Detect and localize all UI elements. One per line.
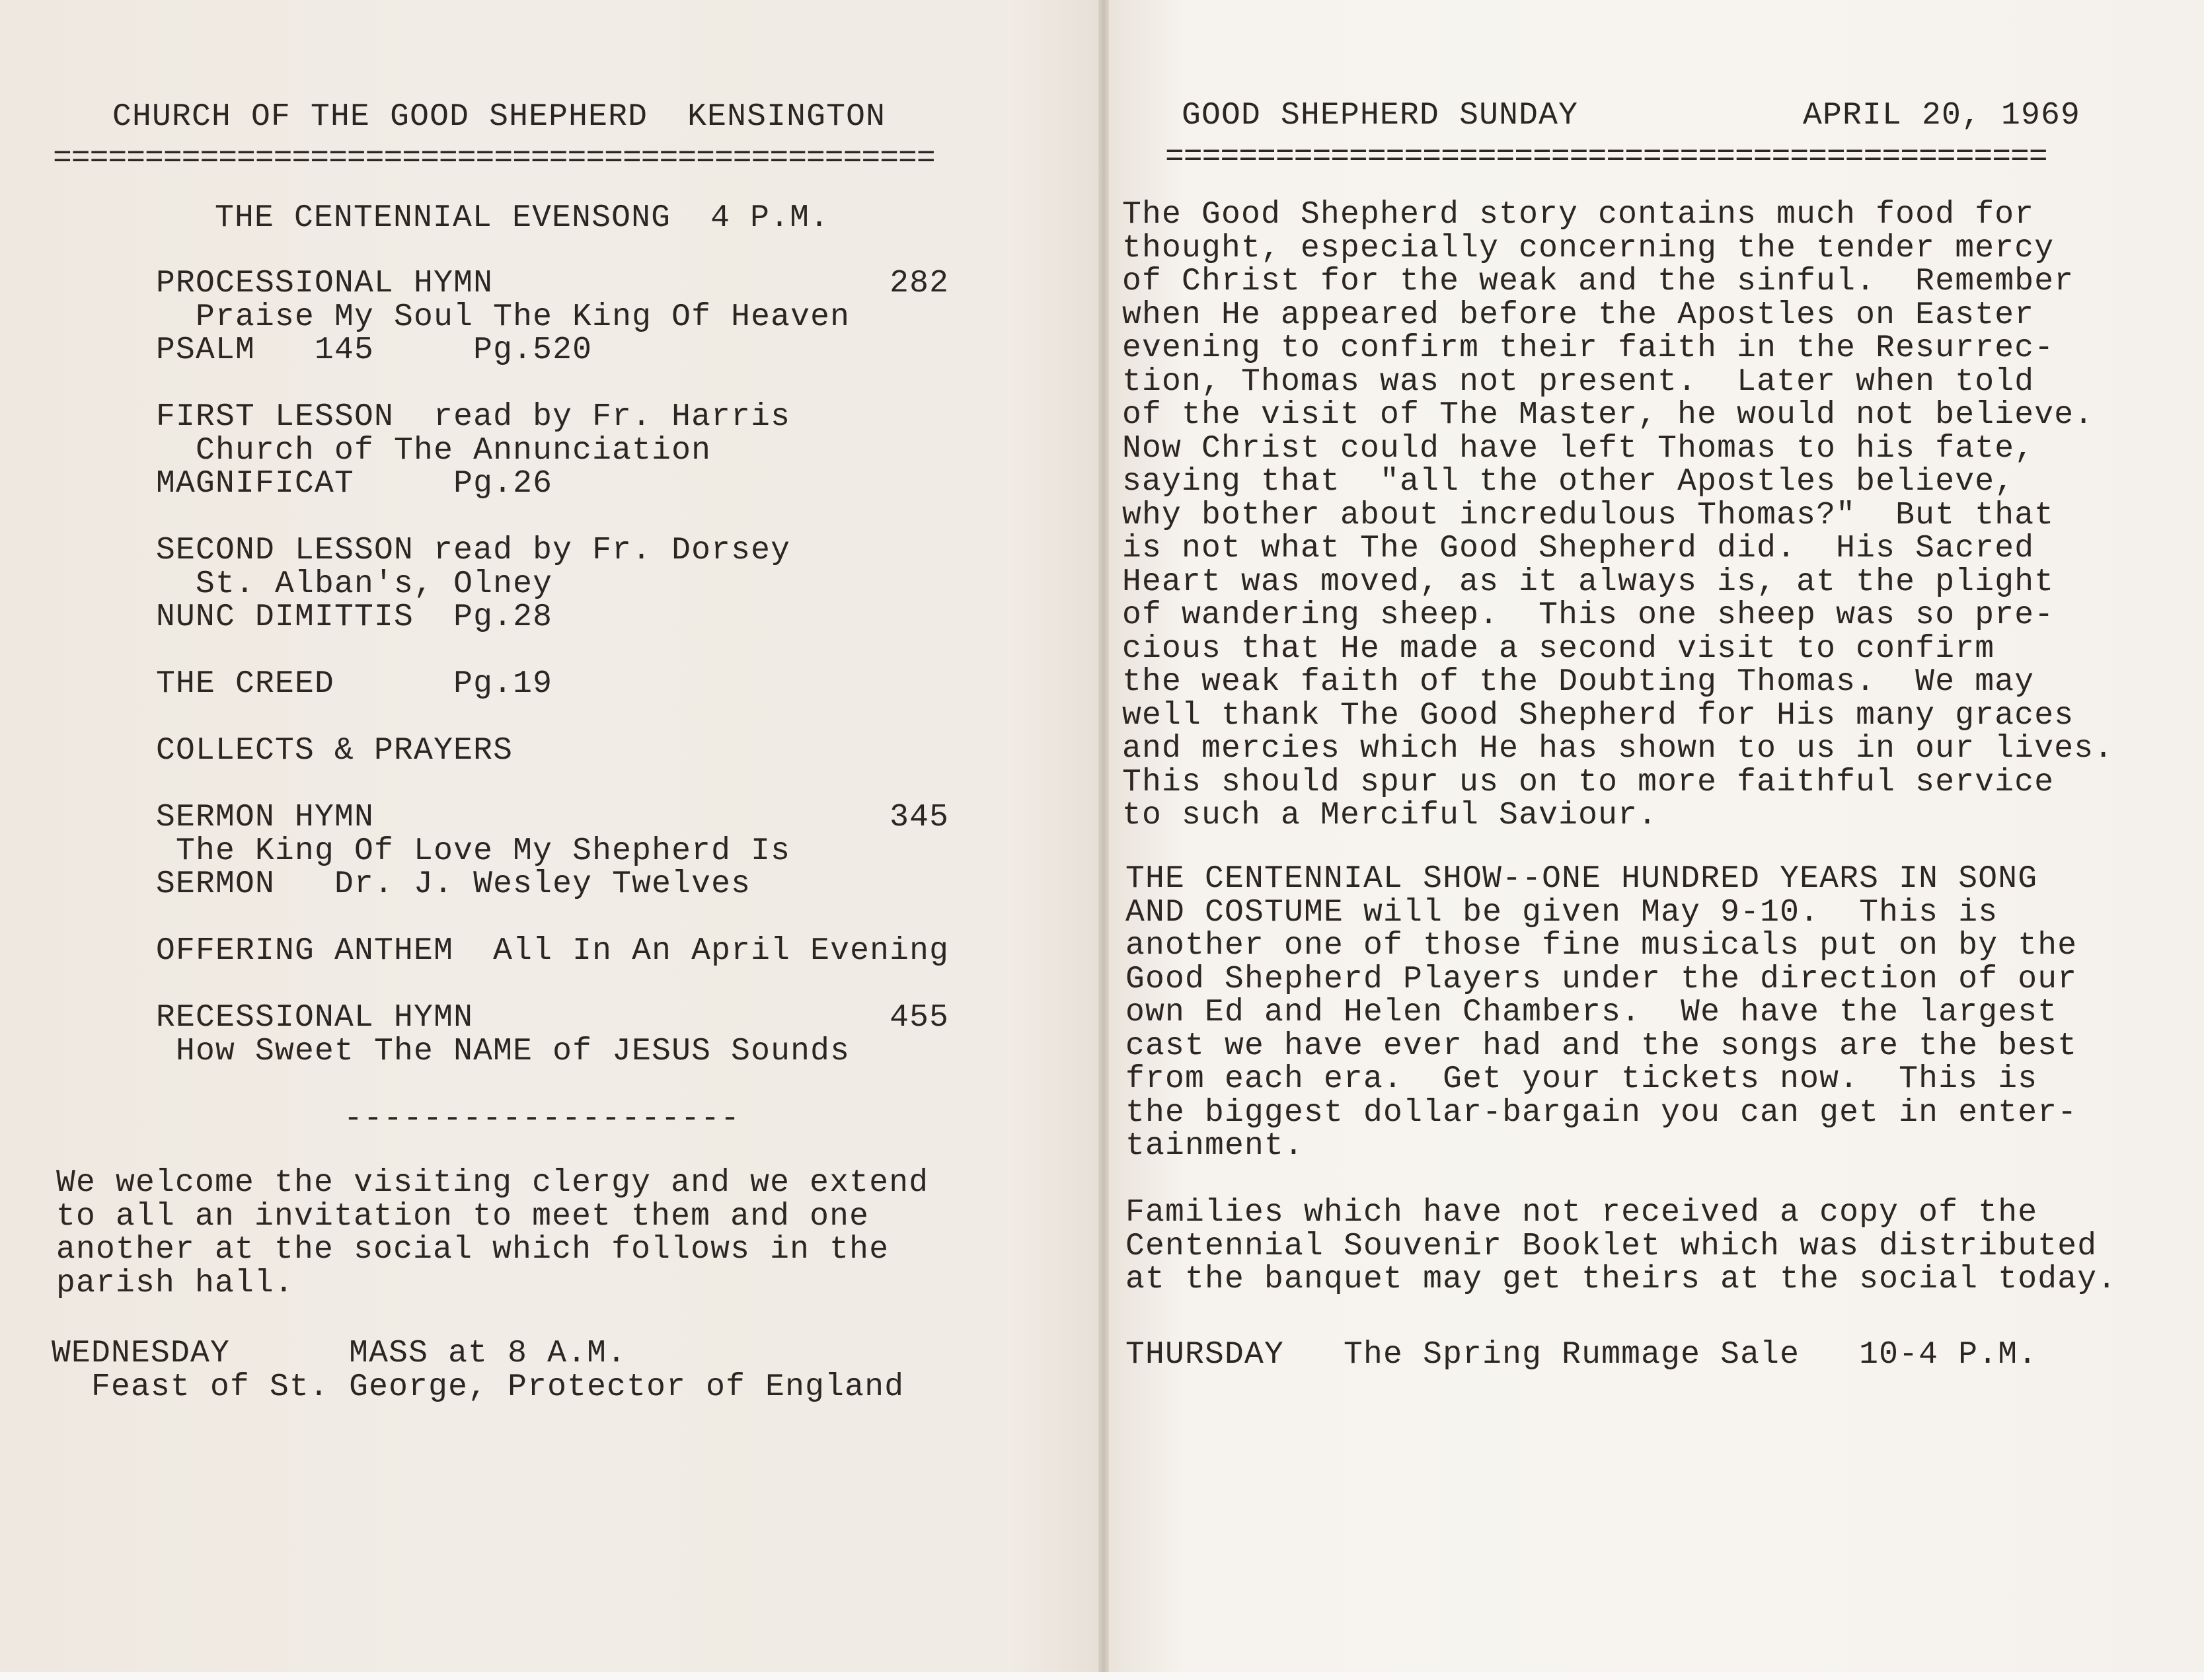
service-title: THE CENTENNIAL EVENSONG 4 P.M. bbox=[215, 200, 830, 236]
left-page bbox=[0, 0, 1098, 1680]
section-divider: -------------------- bbox=[344, 1101, 741, 1137]
scan-edge bbox=[0, 1672, 2204, 1680]
header-separator: ================================================ bbox=[53, 141, 935, 176]
good-shepherd-story: The Good Shepherd story contains much food for thought, especially concerning the tender mercy of Christ for the weak and the sinful. Remember when He appeared before the Apostles on Easter evening to confirm their faith in the Resurrec- tion, Thomas was not present. Later when told of the visit of The Master, he would not believe. Now Christ could have left Thomas to his fate, saying that "all the other Apostles believe, why bother about incredulous Thomas?" But that is not what The Good Shepherd did. His Sacred Heart was moved, as it always is, at the plight of wandering sheep. This one sheep was so pre- cious that He made a second visit to confirm the weak faith of the Doubting Thomas. We may well thank The Good Shepherd for His many graces and mercies which He has shown to us in our lives. This should spur us on to more faithful service to such a Merciful Saviour. bbox=[1122, 197, 2114, 833]
thursday-notice: THURSDAY The Spring Rummage Sale 10-4 P.M. bbox=[1125, 1337, 2038, 1373]
right-page bbox=[1109, 0, 2204, 1680]
centennial-show-notice: THE CENTENNIAL SHOW--ONE HUNDRED YEARS IN SONG AND COSTUME will be given May 9-10. This is another one of those fine musicals put on by the Good Shepherd Players under the direction of our own Ed and Helen Chambers. We have the largest cast we have ever had and the songs are the best from each era. Get your tickets now. This is the biggest dollar-bargain you can get in enter- tainment. bbox=[1125, 861, 2078, 1164]
bulletin-date: APRIL 20, 1969 bbox=[1803, 98, 2081, 134]
souvenir-booklet-notice: Families which have not received a copy of the Centennial Souvenir Booklet which was distributed at the banquet may get theirs at the social today. bbox=[1125, 1195, 2117, 1297]
page-fold bbox=[1098, 0, 1109, 1680]
header-separator-right: ================================================ bbox=[1165, 139, 2047, 175]
church-header: CHURCH OF THE GOOD SHEPHERD KENSINGTON bbox=[112, 99, 886, 135]
order-of-service: PROCESSIONAL HYMN 282 Praise My Soul The King Of Heaven PSALM 145 Pg.520 FIRST LESSON read by Fr. Harris Church of The Annunciation MAGNIFICAT Pg.26 SECOND LESSON read by Fr. Dorsey St. Alban's, Olney NUNC DIMITTIS Pg.28 THE CREED Pg.19 COLLECTS & PRAYERS SERMON HYMN 345 The King Of Love My Shepherd Is SERMON Dr. J. Wesley Twelves OFFERING ANTHEM All In An April Evening RECESSIONAL HYMN 455 How Sweet The NAME of JESUS Sounds bbox=[156, 266, 950, 1069]
welcome-paragraph: We welcome the visiting clergy and we extend to all an invitation to meet them and one another at the social which follows in the parish hall. bbox=[56, 1165, 929, 1301]
wednesday-notice: WEDNESDAY MASS at 8 A.M. Feast of St. George, Protector of England bbox=[52, 1336, 905, 1405]
sunday-title: GOOD SHEPHERD SUNDAY bbox=[1182, 98, 1579, 134]
